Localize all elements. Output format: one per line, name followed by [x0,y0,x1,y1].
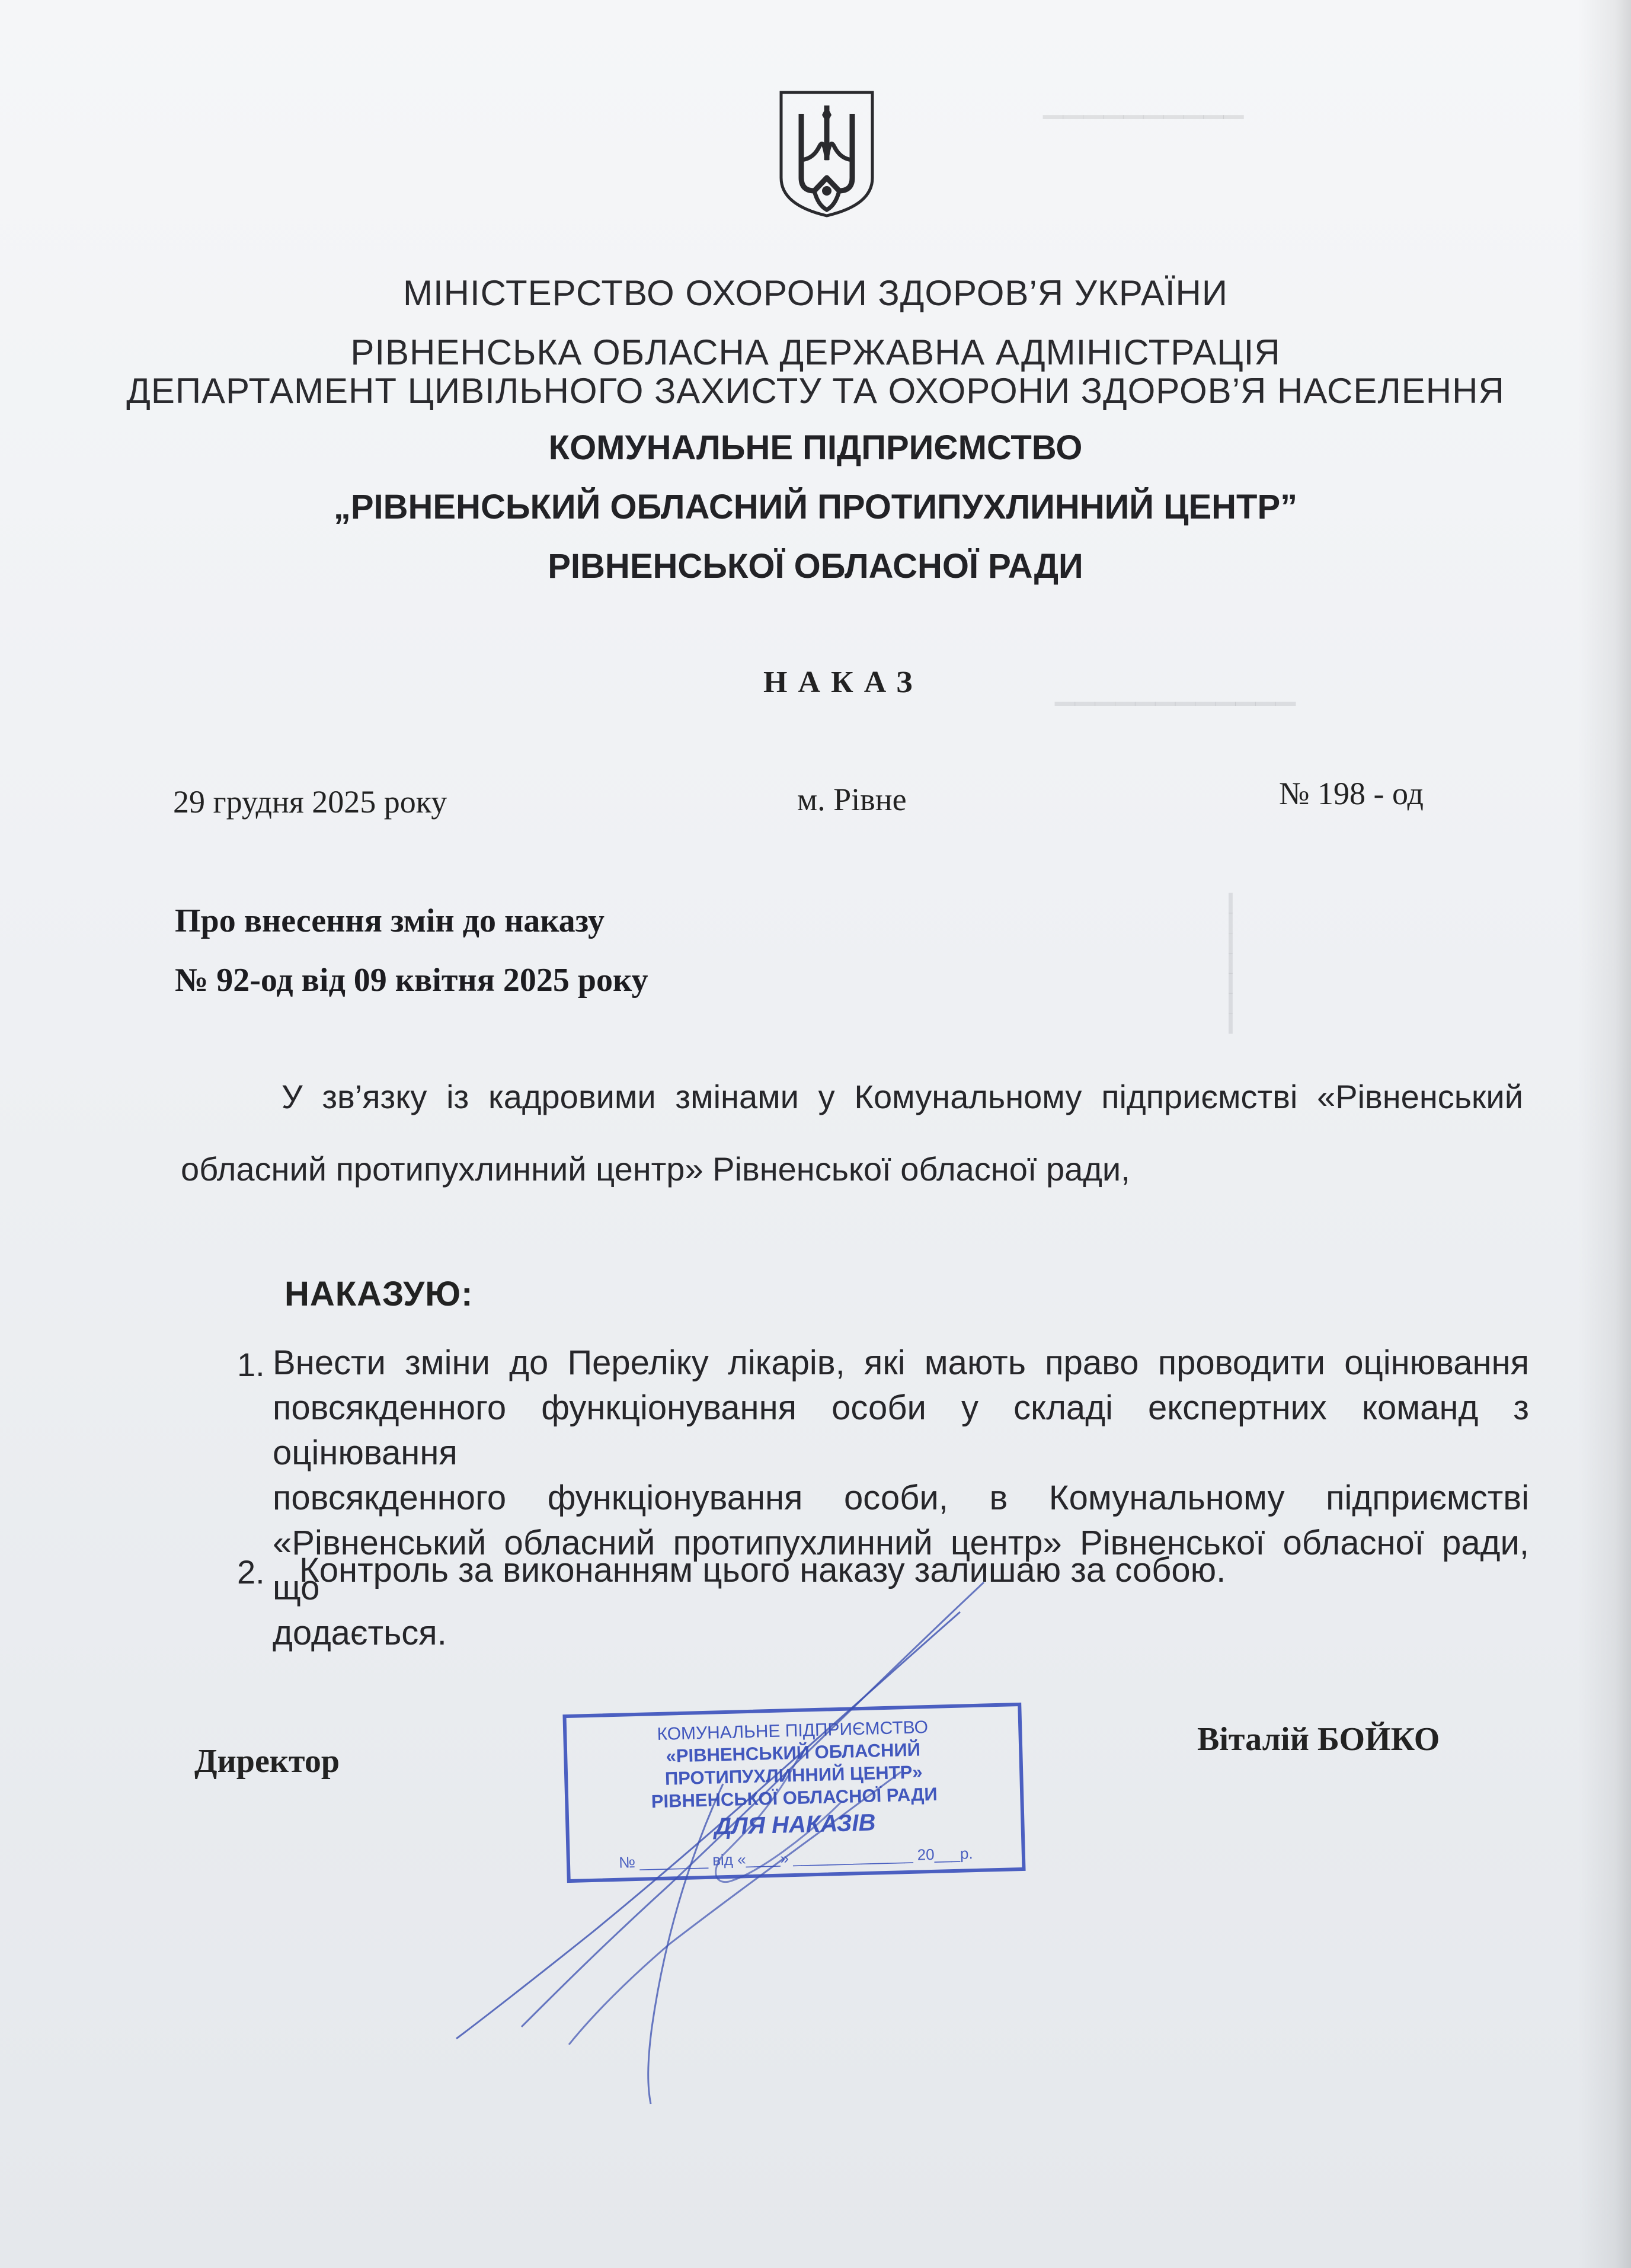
coat-of-arms-icon [776,89,877,219]
show-through-text: ▁▁▁▁▁▁▁▁▁▁ [1043,89,1244,119]
handwritten-signature [415,1576,1037,2110]
enterprise-name-line2: „РІВНЕНСЬКИЙ ОБЛАСНИЙ ПРОТИПУХЛИННИЙ ЦЕНТР” [333,488,1298,526]
order-date: 29 грудня 2025 року [173,784,447,820]
order-number: № 198 - од [1279,776,1424,811]
item-line: Внести зміни до Переліку лікарів, які мають право проводити оцінювання [273,1343,1529,1382]
item-number: 2. [237,1553,265,1591]
subject-line1: Про внесення змін до наказу [175,903,605,939]
stamp-line1: КОМУНАЛЬНЕ ПІДПРИЄМСТВО [657,1717,929,1745]
item-line: додається. [273,1614,447,1652]
preamble-line1: У зв’язку із кадровими змінами у Комунальному підприємстві «Рівненський [282,1078,1523,1115]
signatory-role: Директор [194,1743,340,1780]
stamp-line5: ДЛЯ НАКАЗІВ [714,1809,876,1840]
item-line: повсякденного функціонування особи, в Комунальному підприємстві [273,1479,1529,1517]
order-city: м. Рівне [797,782,907,817]
ministry-name: МІНІСТЕРСТВО ОХОРОНИ ЗДОРОВ’Я УКРАЇНИ [402,273,1228,313]
document-title: НАКАЗ [763,666,923,699]
administration-name: РІВНЕНСЬКА ОБЛАСНА ДЕРЖАВНА АДМІНІСТРАЦІЯ [350,332,1281,372]
stamp-line4: РІВНЕНСЬКОЇ ОБЛАСНОЇ РАДИ [651,1783,938,1812]
item-line: повсякденного функціонування особи у складі експертних команд з оцінювання [273,1389,1529,1472]
subject-line2: № 92-од від 09 квітня 2025 року [175,962,648,999]
order-word: НАКАЗУЮ: [284,1275,474,1313]
department-name: ДЕПАРТАМЕНТ ЦИВІЛЬНОГО ЗАХИСТУ ТА ОХОРОНИ ЗДОРОВ’Я НАСЕЛЕННЯ [126,371,1505,411]
preamble-line2: обласний протипухлинний центр» Рівненської обласної ради, [181,1150,1130,1188]
enterprise-name-line3: РІВНЕНСЬКОЇ ОБЛАСНОЇ РАДИ [548,547,1083,586]
stamp-line3: ПРОТИПУХЛИННИЙ ЦЕНТР» [664,1761,923,1789]
enterprise-name-line1: КОМУНАЛЬНЕ ПІДПРИЄМСТВО [548,428,1083,467]
item-line: Контроль за виконанням цього наказу залишаю за собою. [299,1551,1226,1589]
signatory-name: Віталій БОЙКО [1197,1721,1440,1758]
show-through-text: ▁▁▁▁▁▁▁▁▁▁▁▁ [1055,676,1296,705]
preamble-paragraph [181,1061,1523,1205]
show-through-text: ▁▁▁▁▁▁▁ [1229,893,1258,1034]
stamp-line2: «РІВНЕНСЬКИЙ ОБЛАСНИЙ [666,1739,921,1767]
item-line: «Рівненський обласний протипухлинний центр» Рівненської обласної ради, що [273,1524,1529,1607]
stamp-line6: № ________ від «____» ______________ 20___р. [618,1844,973,1872]
item-number: 1. [237,1346,265,1383]
